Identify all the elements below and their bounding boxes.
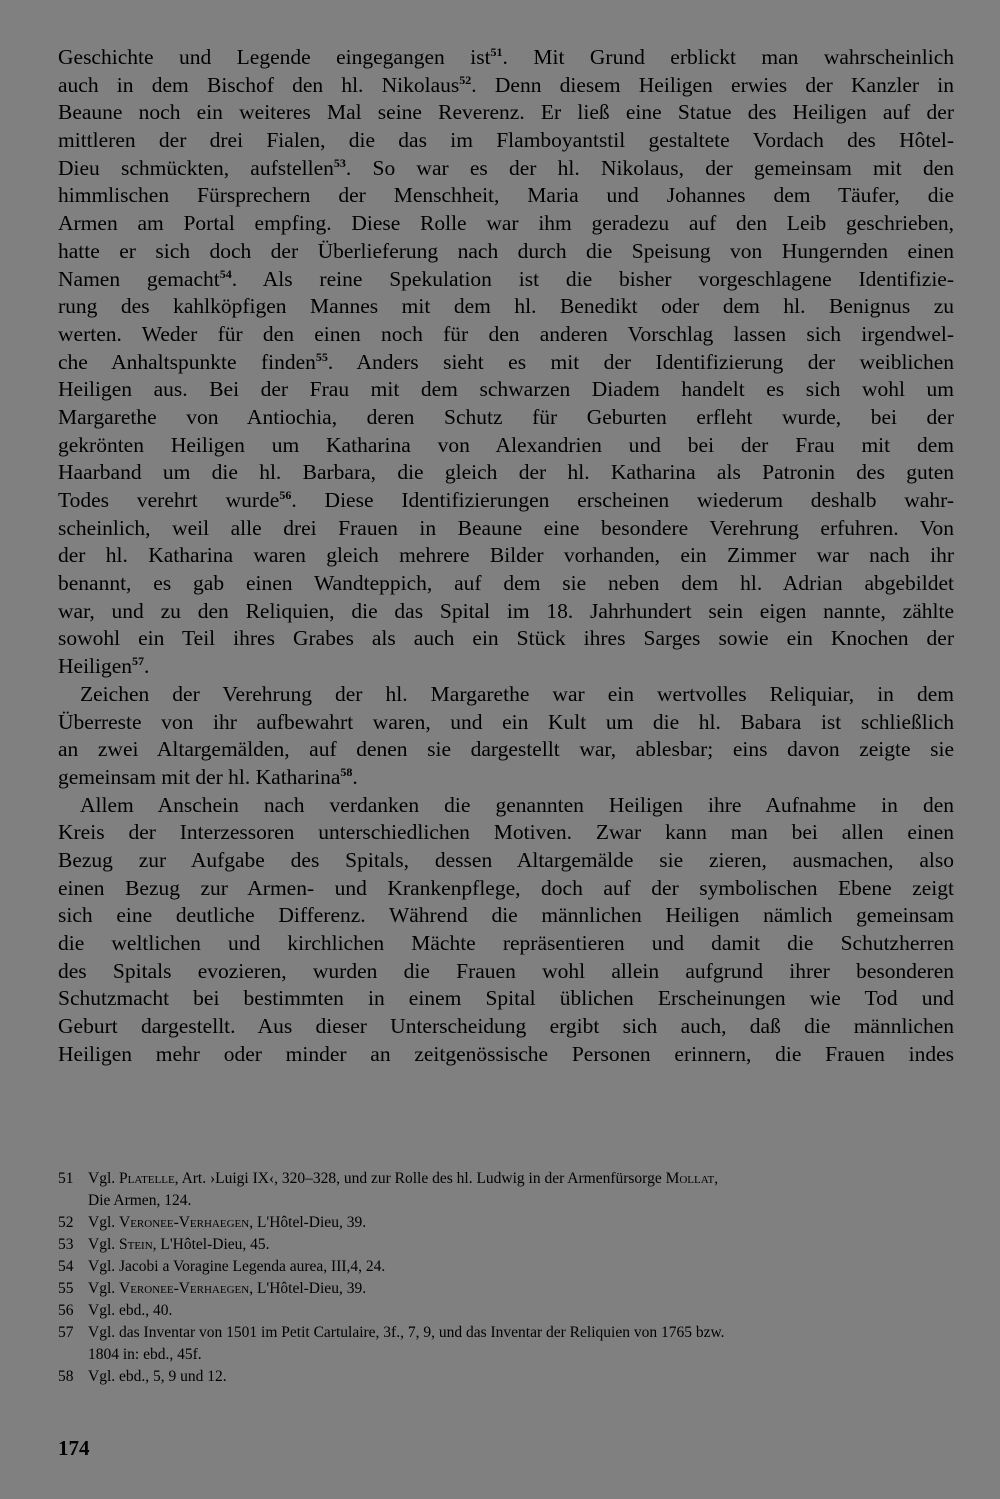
text-run: Dieu schmückten, aufstellen bbox=[58, 155, 334, 180]
footnote bbox=[58, 1234, 954, 1256]
text-line bbox=[58, 709, 954, 737]
footnote-ref: 57 bbox=[132, 654, 145, 669]
text-line bbox=[58, 182, 954, 210]
footnote-text: Vgl. bbox=[88, 1280, 119, 1297]
footnote-number: 55 bbox=[58, 1280, 74, 1297]
footnote-text: , bbox=[714, 1170, 719, 1187]
text-line bbox=[58, 653, 954, 681]
author-name: Veronee-Verhaegen bbox=[119, 1214, 250, 1231]
text-run: des Spitals evozieren, wurden die Frauen wohl allein aufgrund ihrer besonderen bbox=[58, 958, 954, 983]
text-line bbox=[58, 376, 954, 404]
text-line bbox=[58, 210, 954, 238]
text-run: hatte er sich doch der Überlieferung nach durch die Speisung von Hungernden einen bbox=[58, 238, 954, 263]
footnote-ref: 58 bbox=[340, 764, 353, 779]
text-line bbox=[58, 875, 954, 903]
main-text bbox=[58, 44, 954, 1068]
text-line bbox=[58, 404, 954, 432]
text-run: sowohl ein Teil ihres Grabes als auch ein Stück ihres Sarges sowie ein Knochen der bbox=[58, 626, 954, 651]
text-run: . Diese Identifizierungen erscheinen wiederum deshalb wahr- bbox=[291, 488, 954, 512]
text-run: Zeichen der Verehrung der hl. Margarethe war ein wertvolles Reliquiar, in dem bbox=[80, 681, 954, 706]
page-number: 174 bbox=[58, 1436, 90, 1460]
text-line bbox=[58, 902, 954, 930]
author-name: Veronee-Verhaegen bbox=[119, 1280, 250, 1297]
footnote-number: 54 bbox=[58, 1258, 74, 1275]
text-run: Todes verehrt wurde bbox=[58, 488, 280, 512]
text-run: gemeinsam mit der hl. Katharina bbox=[58, 764, 341, 789]
footnote-text: Vgl. Jacobi a Voragine Legenda aurea, III,4, 24. bbox=[88, 1258, 386, 1275]
footnote-text: Vgl. ebd., 40. bbox=[88, 1302, 173, 1319]
text-run: an zwei Altargemälden, auf denen sie dargestellt war, ablesbar; eins davon zeigte sie bbox=[58, 737, 954, 762]
text-line bbox=[58, 127, 954, 155]
text-line bbox=[58, 44, 954, 72]
text-run: Allem Anschein nach verdanken die genannten Heiligen ihre Aufnahme in den bbox=[80, 792, 954, 817]
footnote-ref: 54 bbox=[219, 266, 232, 281]
footnote-ref: 56 bbox=[279, 488, 292, 502]
text-run: che Anhaltspunkte finden bbox=[58, 349, 316, 374]
text-run: der hl. Katharina waren gleich mehrere Bilder vorhanden, ein Zimmer war nach ihr bbox=[58, 543, 954, 568]
text-line bbox=[58, 625, 954, 653]
text-line bbox=[58, 266, 954, 294]
footnote bbox=[58, 1366, 954, 1388]
footnote bbox=[58, 1300, 954, 1322]
text-run: mittleren der drei Fialen, die das im Flamboyantstil gestaltete Vordach des Hôtel- bbox=[58, 128, 954, 153]
footnote bbox=[58, 1212, 954, 1234]
footnote-number: 56 bbox=[58, 1302, 74, 1319]
text-run: . Denn diesem Heiligen erwies der Kanzler in bbox=[471, 72, 954, 97]
text-run: war, und zu den Reliquien, die das Spital im 18. Jahrhundert sein eigen nannte, zählte bbox=[58, 598, 954, 623]
text-line bbox=[58, 349, 954, 377]
text-line bbox=[58, 985, 954, 1013]
footnote-text: Die Armen, 124. bbox=[88, 1192, 192, 1209]
text-line bbox=[58, 99, 954, 127]
text-run: . bbox=[352, 764, 358, 789]
footnote-number: 57 bbox=[58, 1324, 74, 1341]
text-run: Armen am Portal empfing. Diese Rolle war ihm geradezu auf den Leib geschrieben, bbox=[58, 211, 954, 236]
text-run: Heiligen bbox=[58, 654, 133, 679]
footnote-text: , L'Hôtel-Dieu, 39. bbox=[249, 1280, 367, 1297]
author-name: Platelle bbox=[119, 1170, 175, 1187]
text-line bbox=[58, 736, 954, 764]
footnotes bbox=[58, 1168, 954, 1388]
text-line bbox=[58, 432, 954, 460]
text-line bbox=[58, 930, 954, 958]
footnote-text: Vgl. das Inventar von 1501 im Petit Cartulaire, 3f., 7, 9, und das Inventar der Reliquien von 1765 bzw. bbox=[88, 1324, 725, 1341]
footnote-ref: 51 bbox=[490, 45, 503, 59]
text-run: . bbox=[144, 654, 150, 679]
footnote-number: 53 bbox=[58, 1236, 74, 1253]
text-line bbox=[58, 515, 954, 543]
footnote bbox=[58, 1256, 954, 1278]
text-run: himmlischen Fürsprechern der Menschheit, Maria und Johannes dem Täufer, die bbox=[58, 183, 954, 208]
text-run: . Mit Grund erblickt man wahrscheinlich bbox=[502, 45, 955, 69]
footnote bbox=[58, 1168, 954, 1212]
text-run: Überreste von ihr aufbewahrt waren, und ein Kult um die hl. Babara ist schließlich bbox=[58, 709, 954, 734]
text-run: werten. Weder für den einen noch für den anderen Vorschlag lassen sich irgendwel- bbox=[58, 321, 954, 346]
text-run: Heiligen aus. Bei der Frau mit dem schwarzen Diadem handelt es sich wohl um bbox=[58, 377, 954, 402]
footnote bbox=[58, 1278, 954, 1300]
text-run: Geburt dargestellt. Aus dieser Unterscheidung ergibt sich auch, daß die männlichen bbox=[58, 1014, 954, 1039]
footnote-ref: 52 bbox=[459, 72, 472, 87]
text-run: Schutzmacht bei bestimmten in einem Spital üblichen Erscheinungen wie Tod und bbox=[58, 986, 954, 1011]
text-run: . So war es der hl. Nikolaus, der gemeinsam mit den bbox=[345, 155, 954, 180]
text-run: . Anders sieht es mit der Identifizierung der weiblichen bbox=[327, 349, 954, 374]
text-line bbox=[58, 487, 954, 515]
text-run: die weltlichen und kirchlichen Mächte repräsentieren und damit die Schutzherren bbox=[58, 931, 954, 955]
text-line bbox=[58, 764, 954, 792]
text-run: Haarband um die hl. Barbara, die gleich der hl. Katharina als Patronin des guten bbox=[58, 460, 954, 485]
text-line bbox=[58, 321, 954, 349]
text-run: auch in dem Bischof den hl. Nikolaus bbox=[58, 72, 460, 97]
text-run: Margarethe von Antiochia, deren Schutz für Geburten erfleht wurde, bei der bbox=[58, 404, 954, 429]
text-line bbox=[58, 155, 954, 183]
text-line bbox=[58, 681, 954, 709]
footnote-text: Vgl. bbox=[88, 1170, 119, 1187]
footnote-text: , L'Hôtel-Dieu, 39. bbox=[249, 1214, 367, 1231]
footnote-text: Vgl. bbox=[88, 1214, 119, 1231]
author-name: Mollat bbox=[665, 1170, 715, 1187]
text-run: Namen gemacht bbox=[58, 266, 220, 291]
text-line bbox=[58, 293, 954, 321]
text-run: einen Bezug zur Armen- und Krankenpflege, doch auf der symbolischen Ebene zeigt bbox=[58, 875, 954, 900]
footnote-text: , L'Hôtel-Dieu, 45. bbox=[152, 1236, 270, 1253]
text-run: Bezug zur Aufgabe des Spitals, dessen Altargemälde sie zieren, ausmachen, also bbox=[58, 847, 954, 872]
text-line bbox=[58, 72, 954, 100]
text-run: sich eine deutliche Differenz. Während die männlichen Heiligen nämlich gemeinsam bbox=[58, 903, 954, 928]
text-line bbox=[58, 238, 954, 266]
footnote-ref: 55 bbox=[315, 349, 328, 364]
text-line bbox=[58, 792, 954, 820]
text-line bbox=[58, 847, 954, 875]
footnote-text: 1804 in: ebd., 45f. bbox=[88, 1346, 202, 1363]
text-line bbox=[58, 1041, 954, 1069]
footnote-number: 52 bbox=[58, 1214, 74, 1231]
text-line bbox=[58, 819, 954, 847]
text-line bbox=[58, 1013, 954, 1041]
footnote bbox=[58, 1322, 954, 1366]
footnote-number: 58 bbox=[58, 1368, 74, 1385]
text-run: rung des kahlköpfigen Mannes mit dem hl. Benedikt oder dem hl. Benignus zu bbox=[58, 294, 954, 319]
text-line bbox=[58, 459, 954, 487]
text-run: . Als reine Spekulation ist die bisher vorgeschlagene Identifizie- bbox=[231, 266, 954, 291]
text-run: Geschichte und Legende eingegangen ist bbox=[58, 45, 491, 69]
footnote-text: , Art. ›Luigi IX‹, 320–328, und zur Rolle des hl. Ludwig in der Armenfürsorge bbox=[174, 1170, 666, 1187]
text-run: Beaune noch ein weiteres Mal seine Reverenz. Er ließ eine Statue des Heiligen auf der bbox=[58, 100, 954, 125]
text-run: benannt, es gab einen Wandteppich, auf dem sie neben dem hl. Adrian abgebildet bbox=[58, 571, 954, 596]
text-run: Heiligen mehr oder minder an zeitgenössische Personen erinnern, die Frauen indes bbox=[58, 1041, 954, 1066]
text-run: gekrönten Heiligen um Katharina von Alexandrien und bei der Frau mit dem bbox=[58, 432, 954, 457]
text-run: Kreis der Interzessoren unterschiedlichen Motiven. Zwar kann man bei allen einen bbox=[58, 820, 954, 845]
text-run: scheinlich, weil alle drei Frauen in Beaune eine besondere Verehrung erfuhren. Von bbox=[58, 515, 954, 540]
footnote-number: 51 bbox=[58, 1170, 74, 1187]
text-line bbox=[58, 570, 954, 598]
text-line bbox=[58, 598, 954, 626]
footnote-text: Vgl. bbox=[88, 1236, 119, 1253]
text-line bbox=[58, 542, 954, 570]
text-line bbox=[58, 958, 954, 986]
author-name: Stein bbox=[119, 1236, 153, 1253]
footnote-text: Vgl. ebd., 5, 9 und 12. bbox=[88, 1368, 227, 1385]
footnote-ref: 53 bbox=[333, 155, 346, 170]
